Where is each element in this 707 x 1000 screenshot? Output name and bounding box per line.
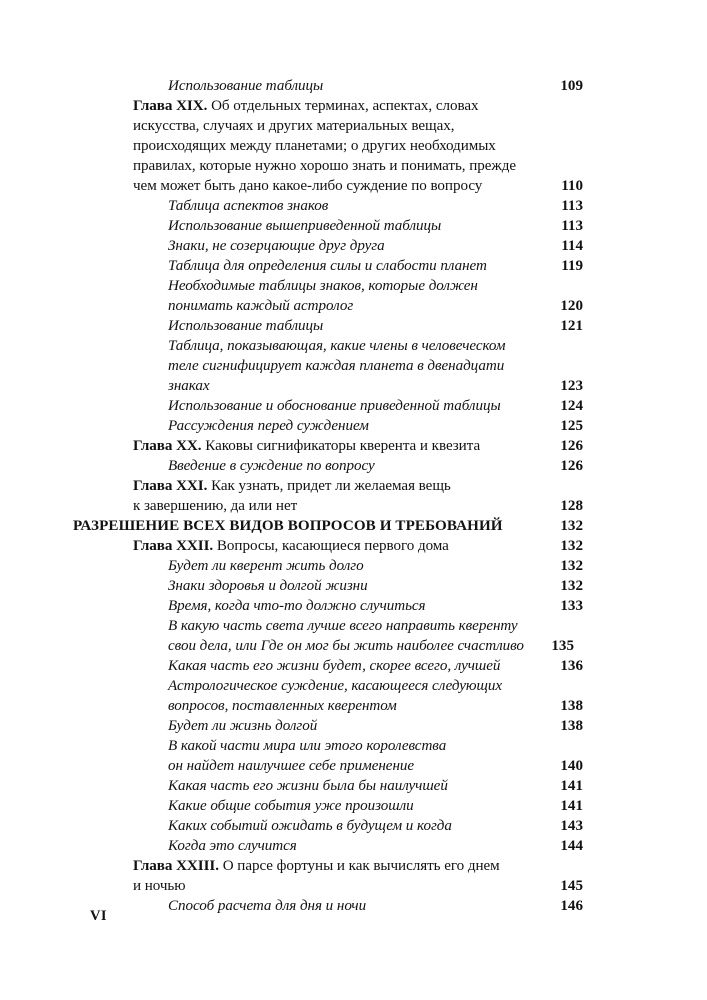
toc-entry-line (73, 556, 583, 576)
toc-entry-line (73, 756, 583, 776)
toc-entry-line (73, 776, 583, 796)
toc-entry-line (73, 456, 583, 476)
chapter-title-text: Как узнать, придет ли желаемая вещь (211, 478, 451, 494)
subentry-text: Таблица аспектов знаков (168, 198, 329, 214)
toc-page-number: 125 (560, 418, 583, 434)
toc-entry-line (73, 236, 583, 256)
toc-entry-line (73, 496, 583, 516)
toc-entry-line (73, 336, 583, 356)
toc-entry-line (73, 616, 583, 636)
toc-page-number: 128 (560, 498, 583, 514)
toc-entry-line (73, 476, 583, 496)
toc-entry-line (73, 796, 583, 816)
toc-page-number: 132 (560, 578, 583, 594)
subentry-text: Таблица для определения силы и слабости планет (168, 258, 487, 274)
subentry-text: Будет ли жизнь долгой (168, 718, 318, 734)
toc-entry[interactable] (73, 216, 583, 236)
chapter-title-text: и ночью (133, 878, 186, 894)
chapter-label: Глава XXI. (133, 478, 208, 494)
toc-page-number: 135 (551, 638, 574, 654)
subentry-text: Введение в суждение по вопросу (168, 458, 375, 474)
toc-page-number: 140 (560, 758, 583, 774)
toc-page-number: 136 (560, 658, 583, 674)
toc-entry-line (73, 296, 583, 316)
subentry-text: Рассуждения перед суждением (168, 418, 369, 434)
toc-entry[interactable] (73, 476, 583, 516)
toc-entry-line (73, 276, 583, 296)
toc-entry-line (73, 156, 583, 176)
toc-page-number: 141 (560, 778, 583, 794)
toc-entry-line (73, 636, 583, 656)
toc-entry[interactable] (73, 516, 583, 536)
toc-entry-line (73, 576, 583, 596)
subentry-text: Знаки, не созерцающие друг друга (168, 238, 385, 254)
subentry-text: Каких событий ожидать в будущем и когда (168, 818, 452, 834)
toc-page-number: 123 (560, 378, 583, 394)
subentry-text: В какой части мира или этого королевства (168, 738, 447, 754)
toc-entry-list (73, 76, 583, 916)
toc-page-number: 141 (560, 798, 583, 814)
subentry-text: Знаки здоровья и долгой жизни (168, 578, 368, 594)
chapter-title-text: Вопросы, касающиеся первого дома (216, 538, 449, 554)
subentry-text: Использование и обоснование приведенной таблицы (168, 398, 501, 414)
toc-page-number: 138 (560, 698, 583, 714)
toc-entry[interactable] (73, 676, 583, 716)
toc-entry[interactable] (73, 576, 583, 596)
toc-entry[interactable] (73, 536, 583, 556)
toc-page-number: 126 (560, 458, 583, 474)
chapter-title-text: к завершению, да или нет (133, 498, 298, 514)
toc-entry[interactable] (73, 656, 583, 676)
toc-entry-line (73, 116, 583, 136)
subentry-text: свои дела, или Где он мог бы жить наиболее счастливо (168, 638, 524, 654)
toc-entry-line (73, 196, 583, 216)
toc-entry-line (73, 656, 583, 676)
subentry-text: он найдет наилучшее себе применение (168, 758, 415, 774)
toc-entry-line (73, 896, 583, 916)
toc-entry-line (73, 696, 583, 716)
toc-page-number: 119 (561, 258, 583, 274)
toc-entry[interactable] (73, 716, 583, 736)
toc-entry-line (73, 436, 583, 456)
toc-page-number: 113 (561, 218, 583, 234)
subentry-text: Какие общие события уже произошли (168, 798, 414, 814)
toc-page-number: 146 (560, 898, 583, 914)
toc-page-number: 132 (560, 558, 583, 574)
subentry-text: Необходимые таблицы знаков, которые должен (168, 278, 478, 294)
toc-entry-line (73, 396, 583, 416)
toc-entry-line (73, 136, 583, 156)
subentry-text: Использование таблицы (168, 318, 324, 334)
chapter-title-text: искусства, случаях и других материальных вещах, (133, 118, 455, 134)
chapter-label: Глава XIX. (133, 98, 208, 114)
toc-entry-line (73, 356, 583, 376)
toc-entry[interactable] (73, 196, 583, 216)
chapter-title-text: чем может быть дано какое-либо суждение по вопросу (133, 178, 483, 194)
toc-page-number: 144 (560, 838, 583, 854)
toc-entry-line (73, 736, 583, 756)
toc-entry[interactable] (73, 816, 583, 836)
chapter-label: Глава XXIII. (133, 858, 219, 874)
subentry-text: понимать каждый астролог (168, 298, 354, 314)
toc-entry[interactable] (73, 436, 583, 456)
toc-entry[interactable] (73, 336, 583, 396)
toc-page-number: 132 (560, 538, 583, 554)
toc-entry-line (73, 176, 583, 196)
toc-entry-line (73, 536, 583, 556)
toc-entry-line (73, 876, 583, 896)
chapter-title-text: происходящих между планетами; о других необходимых (133, 138, 496, 154)
subentry-text: вопросов, поставленных кверентом (168, 698, 397, 714)
subentry-text: Какая часть его жизни была бы наилучшей (168, 778, 448, 794)
toc-page-number: 114 (561, 238, 583, 254)
chapter-title-text: О парсе фортуны и как вычислять его днем (222, 858, 500, 874)
toc-entry[interactable] (73, 276, 583, 316)
chapter-label: Глава XXII. (133, 538, 214, 554)
toc-entry-line (73, 856, 583, 876)
toc-entry[interactable] (73, 316, 583, 336)
subentry-text: Таблица, показывающая, какие члены в человеческом (168, 338, 506, 354)
toc-entry-line (73, 676, 583, 696)
toc-entry-line (73, 416, 583, 436)
subentry-text: Использование вышеприведенной таблицы (168, 218, 442, 234)
toc-entry[interactable] (73, 256, 583, 276)
toc-entry[interactable] (73, 856, 583, 896)
toc-entry-line (73, 216, 583, 236)
chapter-label: Глава XX. (133, 438, 202, 454)
subentry-text: знаках (168, 378, 210, 394)
toc-entry-line (73, 596, 583, 616)
subentry-text: Какая часть его жизни будет, скорее всего, лучшей (168, 658, 501, 674)
subentry-text: Когда это случится (168, 838, 297, 854)
toc-page-number: 110 (561, 178, 583, 194)
chapter-title-text: Каковы сигнификаторы кверента и квезита (205, 438, 481, 454)
toc-page-number: 124 (560, 398, 583, 414)
toc-entry[interactable] (73, 596, 583, 616)
toc-entry[interactable] (73, 796, 583, 816)
toc-page-number: 109 (560, 78, 583, 94)
page-folio: VI (90, 908, 107, 924)
toc-entry[interactable] (73, 416, 583, 436)
toc-entry[interactable] (73, 236, 583, 256)
chapter-title-text: Об отдельных терминах, аспектах, словах (211, 98, 479, 114)
toc-page-number: 120 (560, 298, 583, 314)
toc-entry-line (73, 96, 583, 116)
toc-entry-line (73, 376, 583, 396)
toc-entry-line (73, 256, 583, 276)
subentry-text: Способ расчета для дня и ночи (168, 898, 367, 914)
toc-page-number: 113 (561, 198, 583, 214)
subentry-text: теле сигнифицирует каждая планета в двенадцати (168, 358, 505, 374)
toc-entry[interactable] (73, 616, 583, 656)
toc-entry[interactable] (73, 556, 583, 576)
toc-entry-line (73, 716, 583, 736)
subentry-text: Будет ли кверент жить долго (168, 558, 364, 574)
toc-entry-line (73, 316, 583, 336)
subentry-text: Использование таблицы (168, 78, 324, 94)
toc-entry-line (73, 816, 583, 836)
toc-entry-line (73, 516, 583, 536)
toc-page-number: 126 (560, 438, 583, 454)
chapter-title-text: правилах, которые нужно хорошо знать и понимать, прежде (133, 158, 517, 174)
toc-page-number: 132 (560, 518, 583, 534)
toc-entry[interactable] (73, 396, 583, 416)
toc-entry-line (73, 836, 583, 856)
subentry-text: В какую часть света лучше всего направить кверенту (168, 618, 518, 634)
toc-entry[interactable] (73, 836, 583, 856)
toc-entry[interactable] (73, 736, 583, 776)
toc-entry[interactable] (73, 896, 583, 916)
toc-page-number: 143 (560, 818, 583, 834)
toc-entry[interactable] (73, 456, 583, 476)
toc-page-number: 133 (560, 598, 583, 614)
subentry-text: Время, когда что-то должно случиться (168, 598, 426, 614)
toc-entry[interactable] (73, 776, 583, 796)
section-heading-text: РАЗРЕШЕНИЕ ВСЕХ ВИДОВ ВОПРОСОВ И ТРЕБОВАНИЙ (73, 518, 503, 534)
toc-entry-line (73, 76, 583, 96)
toc-page-number: 145 (560, 878, 583, 894)
toc-page-number: 138 (560, 718, 583, 734)
toc-page-number: 121 (560, 318, 583, 334)
subentry-text: Астрологическое суждение, касающееся следующих (168, 678, 503, 694)
toc-entry[interactable] (73, 76, 583, 96)
toc-entry[interactable] (73, 96, 583, 196)
